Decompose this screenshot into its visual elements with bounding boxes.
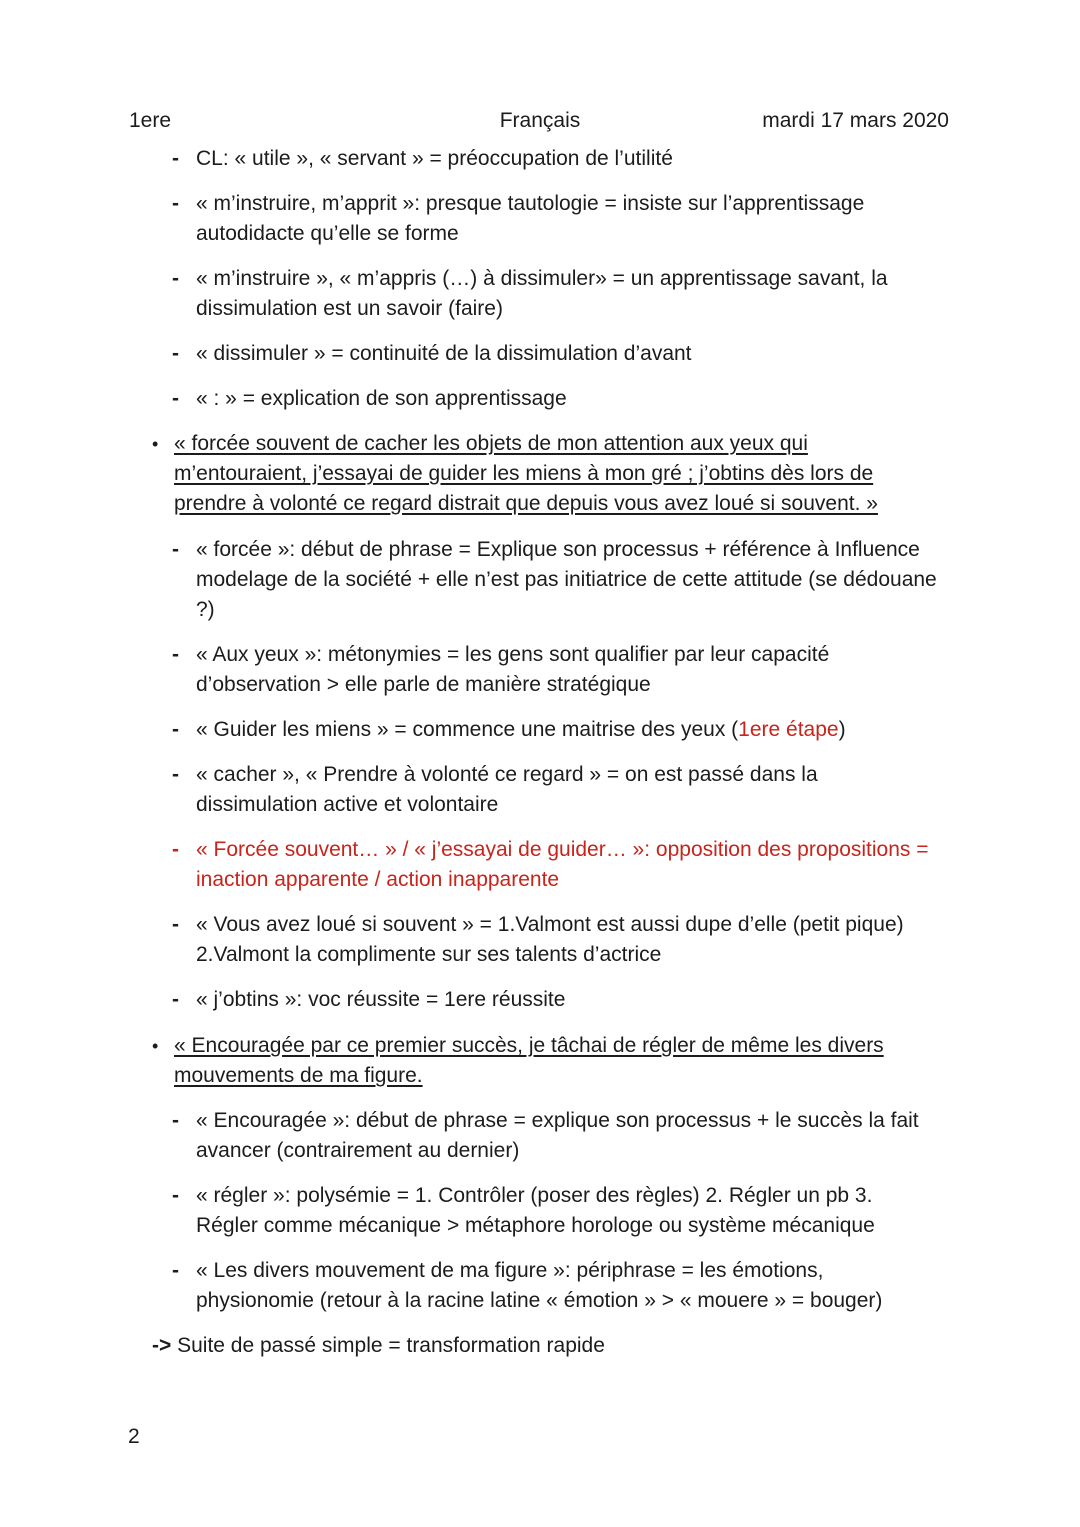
bullet-marker: • [152, 434, 159, 454]
dash-marker: - [172, 538, 179, 561]
item-text-line2: Régler comme mécanique > métaphore horologe ou système mécanique [196, 1214, 875, 1237]
dash-marker: - [172, 838, 179, 861]
list-item [172, 1256, 916, 1316]
item-text-line1: « Vous avez loué si souvent » = 1.Valmont est aussi dupe d’elle (petit pique) [196, 913, 904, 936]
header-date: mardi 17 mars 2020 [762, 109, 949, 132]
dash-marker: - [172, 387, 179, 410]
list-item [172, 144, 956, 174]
dash-marker: - [172, 1259, 179, 1282]
quote-text: « forcée souvent de cacher les objets de mon attention aux yeux qui m’entouraient, j’essayai de guider les miens à mon gré ; j’obtins dès lors de prendre à volonté ce regard distrait que depuis vous avez loué si souvent. » [174, 432, 878, 515]
dash-marker: - [172, 192, 179, 215]
list-item [172, 910, 956, 970]
dash-marker: - [172, 342, 179, 365]
item-text: CL: « utile », « servant » = préoccupation de l’utilité [196, 147, 673, 170]
header-level: 1ere [129, 109, 172, 132]
item-text-line1: « régler »: polysémie = 1. Contrôler (poser des règles) 2. Régler un pb 3. [196, 1184, 873, 1207]
item-text: « m’instruire, m’apprit »: presque tautologie = insiste sur l’apprentissage autodidacte qu’elle se forme [196, 192, 865, 245]
dash-marker: - [172, 1184, 179, 1207]
item-text-red: 1ere étape [738, 718, 839, 741]
list-item-red [172, 835, 956, 895]
item-text-before: « Guider les miens » = commence une maitrise des yeux ( [196, 718, 739, 741]
quote-text: « Encouragée par ce premier succès, je tâchai de régler de même les divers mouvements de ma figure. [174, 1034, 884, 1087]
dash-marker: - [172, 643, 179, 666]
page-number: 2 [128, 1425, 140, 1448]
list-item [172, 189, 956, 249]
list-item [172, 264, 926, 324]
item-text: « dissimuler » = continuité de la dissimulation d’avant [196, 342, 692, 365]
conclusion-text: Suite de passé simple = transformation rapide [171, 1334, 605, 1357]
item-text-after: ) [838, 718, 846, 741]
dash-marker: - [172, 147, 179, 170]
list-item [172, 339, 956, 369]
item-text: « Aux yeux »: métonymies = les gens sont qualifier par leur capacité d’observation > elle parle de manière stratégique [196, 643, 830, 696]
item-text: « m’instruire », « m’appris (…) à dissimuler» = un apprentissage savant, la dissimulation est un savoir (faire) [196, 267, 888, 320]
item-text-line2: 2.Valmont la complimente sur ses talents d’actrice [196, 943, 662, 966]
list-item-quote [152, 1031, 919, 1091]
list-item [172, 384, 956, 414]
dash-marker: - [172, 913, 179, 936]
list-item [172, 1106, 956, 1166]
dash-marker: - [172, 1109, 179, 1132]
header-subject: Français [499, 109, 581, 132]
dash-marker: - [172, 267, 179, 290]
item-text: « forcée »: début de phrase = Explique son processus + référence à Influence modelage de la société + elle n’est pas initiatrice de cette attitude (se dédouane ?) [196, 538, 937, 621]
item-text: « : » = explication de son apprentissage [196, 387, 567, 410]
arrow-icon: -> [152, 1334, 172, 1357]
dash-marker: - [172, 763, 179, 786]
list-item [172, 535, 956, 625]
conclusion-line [152, 1331, 952, 1361]
bullet-marker: • [152, 1036, 159, 1056]
list-item [172, 985, 956, 1015]
item-text: « j’obtins »: voc réussite = 1ere réussite [196, 988, 566, 1011]
item-text: « cacher », « Prendre à volonté ce regard » = on est passé dans la dissimulation active et volontaire [196, 763, 818, 816]
list-item [172, 760, 876, 820]
item-text: « Les divers mouvement de ma figure »: périphrase = les émotions, physionomie (retour à la racine latine « émotion » > « mouere » = bouger) [196, 1259, 883, 1312]
list-item [172, 715, 956, 745]
list-item-quote [152, 429, 914, 519]
list-item [172, 640, 896, 700]
item-text: « Forcée souvent… » / « j’essayai de guider… »: opposition des propositions = inaction apparente / action inapparente [196, 838, 929, 891]
item-text: « Encouragée »: début de phrase = explique son processus + le succès la fait avancer (contrairement au dernier) [196, 1109, 919, 1162]
list-item [172, 1181, 956, 1241]
dash-marker: - [172, 988, 179, 1011]
dash-marker: - [172, 718, 179, 741]
